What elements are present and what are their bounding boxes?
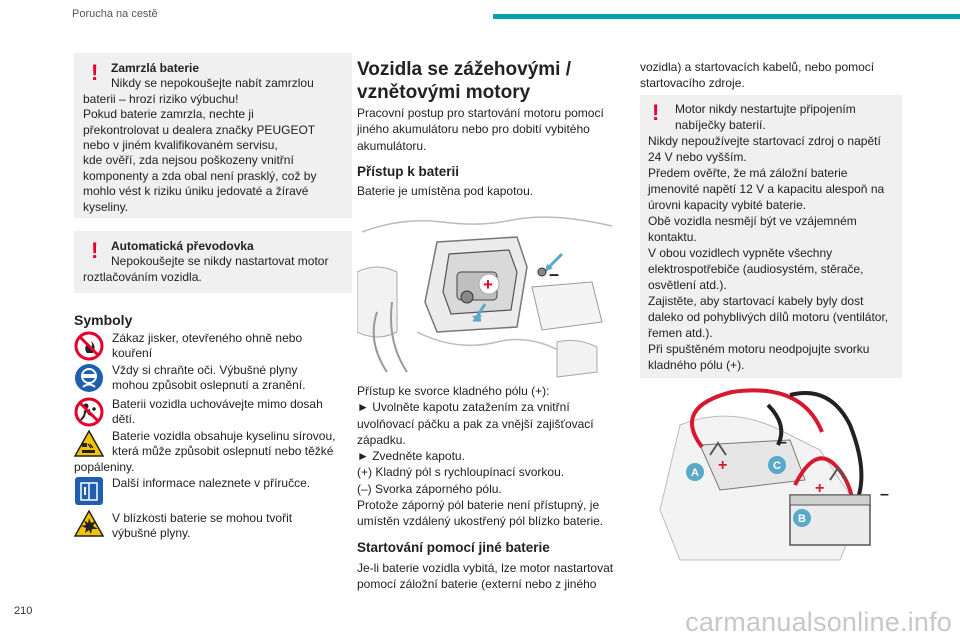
warning-exclamation-icon: ! — [91, 238, 99, 263]
symbol-text: Vždy si chraňte oči. Výbušné plyny — [112, 363, 298, 377]
jump-start-text — [357, 560, 637, 593]
battery-access-heading: Přístup k baterii — [357, 164, 460, 179]
jump-start-illustration — [640, 385, 902, 563]
note-title: Automatická převodovka — [111, 239, 254, 253]
badge-c-label: C — [773, 460, 781, 472]
step-line: ► Zvedněte kapotu. — [357, 449, 465, 464]
no-flame-icon — [74, 331, 104, 361]
symbol-text: Baterii vozidla uchovávejte mimo dosah — [112, 397, 323, 411]
note-line: Předem ověřte, že má záložní baterie — [648, 166, 848, 180]
symbol-row — [74, 509, 336, 543]
symbol-row — [74, 429, 336, 463]
negative-pole-c-label: – — [778, 434, 787, 451]
explosive-gas-icon — [74, 509, 104, 539]
symbol-text: výbušné plyny. — [112, 526, 191, 541]
note-line: daleko od pohyblivých dílů motoru (ventilátor, — [648, 310, 889, 324]
battery-engine-illustration — [357, 212, 619, 380]
step-line: Přístup ke svorce kladného pólu (+): — [357, 384, 550, 398]
main-heading-line: Vozidla se zážehovými / — [357, 59, 572, 80]
main-heading-line: vznětovými motory — [357, 82, 531, 103]
jump-start-line: Je-li baterie vozidla vybitá, lze motor nastartovat — [357, 561, 614, 575]
badge-b-label: B — [798, 513, 806, 525]
intro-line: akumulátoru. — [357, 138, 427, 153]
main-heading — [357, 58, 571, 104]
symbol-text: Další informace naleznete v příručce. — [112, 476, 311, 490]
warning-exclamation-icon: ! — [91, 60, 99, 85]
frozen-battery-note — [74, 53, 352, 218]
note-line: baterii – hrozí riziko výbuchu! — [83, 91, 239, 106]
note-line: Nepokoušejte se nikdy nastartovat motor — [111, 254, 329, 269]
note-line: Při spuštěném motoru neodpojujte svorku — [648, 342, 870, 356]
symbol-text: Baterie vozidla obsahuje kyselinu sírovou, — [112, 429, 336, 443]
acid-warning-icon — [74, 429, 104, 459]
positive-terminal-label: + — [483, 275, 493, 294]
note-line: roztlačováním vozidla. — [83, 269, 202, 284]
note-line: kontaktu. — [648, 230, 697, 244]
note-line: elektrospotřebiče (audiosystém, stěrače, — [648, 262, 864, 276]
note-line: kde ověří, zda nejsou poškozeny vnitřní — [83, 153, 294, 168]
jump-start-note — [640, 95, 902, 378]
symbol-text: kouření — [112, 346, 153, 361]
note-line: Motor nikdy nestartujte připojením — [675, 102, 856, 116]
symbol-text-wrap: popáleniny. — [74, 460, 135, 474]
step-line: umístěn vzdálený ukostřený pól blízko baterie. — [357, 514, 604, 529]
note-title: Zamrzlá baterie — [111, 61, 200, 75]
note-line: kladného pólu (+). — [648, 358, 745, 372]
note-line: řemen atd.). — [648, 326, 713, 340]
step-line: Protože záporný pól baterie není přístupný, je — [357, 498, 600, 513]
intro-line: Pracovní postup pro startování motoru pomocí — [357, 106, 604, 120]
note-line: kyseliny. — [83, 199, 129, 214]
note-line: překontrolovat u dealera značky PEUGEOT — [83, 122, 316, 137]
symbol-row — [74, 363, 336, 397]
auto-gearbox-note — [74, 231, 352, 293]
note-line: Zajistěte, aby startovací kabely byly dost — [648, 294, 864, 308]
intro-line: jiného akumulátoru nebo pro dobití vybitého — [357, 122, 590, 137]
battery-location-text: Baterie je umístěna pod kapotou. — [357, 184, 534, 198]
symbol-text: mohou způsobit oslepnutí a zranění. — [112, 378, 306, 393]
right-column-text — [640, 59, 920, 92]
note-line: 24 V nebo vyšším. — [648, 150, 747, 164]
step-line: ► Uvolněte kapotu zatažením za vnitřní — [357, 400, 570, 415]
section-title: Porucha na cestě — [72, 8, 158, 20]
negative-pole-b-label: – — [880, 486, 889, 503]
note-line: nabíječky baterií. — [675, 118, 766, 132]
note-line: mohlo vést k riziku úniku jedovaté a žíravé — [83, 184, 309, 199]
note-line: Nikdy nepoužívejte startovací zdroj o napětí — [648, 134, 881, 148]
symbol-row — [74, 331, 336, 365]
note-line: nebo v jiném kvalifikovaném servisu, — [83, 138, 278, 153]
jump-start-line: pomocí záložní baterie (externí nebo z jiného — [357, 577, 597, 592]
symbol-row — [74, 476, 336, 510]
note-line: úrovni kapacity vybité baterie. — [648, 198, 807, 212]
step-line: (+) Kladný pól s rychloupínací svorkou. — [357, 465, 565, 480]
symbol-text: která může způsobit oslepnutí nebo těžké — [112, 444, 334, 459]
symbols-heading: Symboly — [74, 312, 133, 328]
step-line: uvolňovací páčku a pak za vnější zajišťovací — [357, 416, 594, 431]
warning-exclamation-icon: ! — [652, 100, 660, 125]
symbol-text: dětí. — [112, 412, 136, 427]
intro-paragraph — [357, 105, 637, 154]
note-line: osvětlení atd.). — [648, 278, 727, 292]
step-line: (–) Svorka záporného pólu. — [357, 481, 502, 496]
symbol-row — [74, 397, 336, 431]
jump-start-heading: Startování pomocí jiné baterie — [357, 540, 550, 555]
keep-away-children-icon — [74, 397, 104, 427]
note-line: Pokud baterie zamrzla, nechte ji — [83, 107, 254, 122]
note-line: jmenovité napětí 12 V a kapacitu alespoň na — [648, 182, 885, 196]
watermark: carmanualsonline.info — [685, 607, 952, 637]
note-line: Obě vozidla nesmějí být ve vzájemném — [648, 214, 857, 228]
symbol-text: Zákaz jisker, otevřeného ohně nebo — [112, 331, 303, 345]
note-line: komponenty a zda obal není prasklý, což by — [83, 168, 317, 183]
battery-access-steps — [357, 383, 637, 530]
continuation-line: startovacího zdroje. — [640, 76, 745, 91]
negative-terminal-label: – — [549, 264, 560, 284]
badge-a-label: A — [691, 467, 699, 479]
header-accent-bar — [493, 14, 960, 19]
positive-pole-b-label: + — [815, 480, 825, 497]
info-manual-icon — [74, 476, 104, 506]
step-line: západku. — [357, 432, 406, 447]
note-line: V obou vozidlech vypněte všechny — [648, 246, 833, 260]
page-number: 210 — [14, 605, 33, 617]
continuation-line: vozidla) a startovacích kabelů, nebo pomocí — [640, 60, 875, 74]
symbol-text: V blízkosti baterie se mohou tvořit — [112, 511, 293, 525]
note-line: Nikdy se nepokoušejte nabít zamrzlou — [111, 76, 314, 91]
positive-pole-a-label: + — [718, 457, 728, 474]
eye-protection-icon — [74, 363, 104, 393]
